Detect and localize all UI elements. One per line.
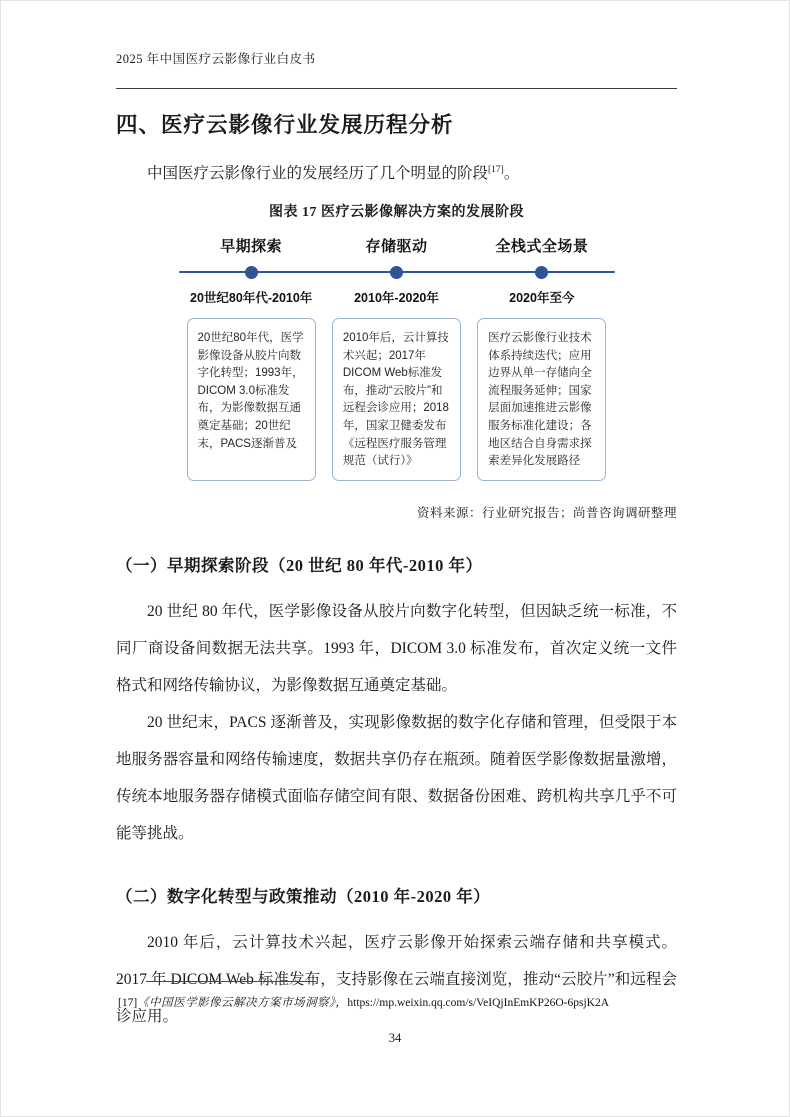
timeline-axis xyxy=(187,265,607,279)
intro-paragraph xyxy=(116,161,677,183)
stage-period-early: 20世纪80年代-2010年 xyxy=(190,291,313,305)
stage-description-storage: 2010年后，云计算技术兴起；2017年DICOM Web标准发布，推动“云胶片”和远程会诊应用；2018年，国家卫健委发布《远程医疗服务管理规范（试行）》 xyxy=(332,318,461,481)
running-header xyxy=(116,1,677,89)
stage-period-row xyxy=(187,279,607,306)
footnote-source-title: 《中国医学影像云解决方案市场洞察》， xyxy=(137,997,348,1009)
header-divider xyxy=(116,88,677,89)
page-content xyxy=(116,1,677,1035)
stage-description-fullstack: 医疗云影像行业技术体系持续迭代；应用边界从单一存储向全流程服务延伸；国家层面加速推进云影像服务标准化建设；各地区结合自身需求探索差异化发展路径 xyxy=(477,318,606,481)
stage-description-early: 20世纪80年代，医学影像设备从胶片向数字化转型；1993年，DICOM 3.0标准发布，为影像数据互通奠定基础；20世纪末，PACS逐渐普及 xyxy=(187,318,316,481)
intro-end-punct: 。 xyxy=(503,165,520,182)
stage-title-early: 早期探索 xyxy=(220,238,283,255)
stage-period-fullstack: 2020年至今 xyxy=(509,291,575,305)
section-heading-1: （一）早期探索阶段（20 世纪 80 年代-2010 年） xyxy=(116,555,483,575)
footnote-area xyxy=(116,981,677,1010)
intro-text: 中国医疗云影像行业的发展经历了几个明显的阶段 xyxy=(147,165,489,182)
footnote-url-link[interactable]: https://mp.weixin.qq.com/s/VeIQjInEmKP26O-6psjK2A xyxy=(347,997,610,1009)
body-paragraph: 2010 年后，云计算技术兴起，医疗云影像开始探索云端存储和共享模式。2017 年 DICOM Web 标准发布，支持影像在云端直接浏览，推动“云胶片”和远程会诊应用。 xyxy=(116,933,677,1025)
footnote-ref-label: [17] xyxy=(118,997,138,1009)
timeline-figure xyxy=(187,235,607,481)
stage-period-storage: 2010年-2020年 xyxy=(354,291,439,305)
section-heading-2: （二）数字化转型与政策推动（2010 年-2020 年） xyxy=(116,886,491,906)
footnote xyxy=(116,994,677,1010)
body-paragraph: 20 世纪 80 年代，医学影像设备从胶片向数字化转型，但因缺乏统一标准，不同厂商设备间数据无法共享。1993 年，DICOM 3.0 标准发布，首次定义统一文件格式和网络传输协议，为影像数据互通奠定基础。 xyxy=(116,602,677,694)
stage-title-fullstack: 全栈式全场景 xyxy=(495,238,589,255)
stage-description-row xyxy=(187,318,607,481)
timeline-dot-icon xyxy=(390,266,403,279)
figure-caption: 图表 17 医疗云影像解决方案的发展阶段 xyxy=(269,205,524,220)
timeline-dot-icon xyxy=(245,266,258,279)
page-number: 34 xyxy=(388,1031,402,1045)
timeline-dot-icon xyxy=(535,266,548,279)
chapter-heading: 四、医疗云影像行业发展历程分析 xyxy=(116,113,454,137)
stage-title-row xyxy=(187,235,607,256)
stage-title-storage: 存储驱动 xyxy=(365,238,428,255)
figure-source-note: 资料来源：行业研究报告；尚普咨询调研整理 xyxy=(416,505,677,520)
body-paragraph: 20 世纪末，PACS 逐渐普及，实现影像数据的数字化存储和管理，但受限于本地服务器容量和网络传输速度，数据共享仍存在瓶颈。随着医学影像数据量激增，传统本地服务器存储模式面临存储空间有限、数据备份困难、跨机构共享几乎不可能等挑战。 xyxy=(116,713,677,842)
footnote-reference-marker: [17] xyxy=(488,164,504,175)
timeline-dot-row xyxy=(187,265,607,279)
document-title: 2025 年中国医疗云影像行业白皮书 xyxy=(116,52,316,66)
footnote-divider xyxy=(146,981,316,982)
